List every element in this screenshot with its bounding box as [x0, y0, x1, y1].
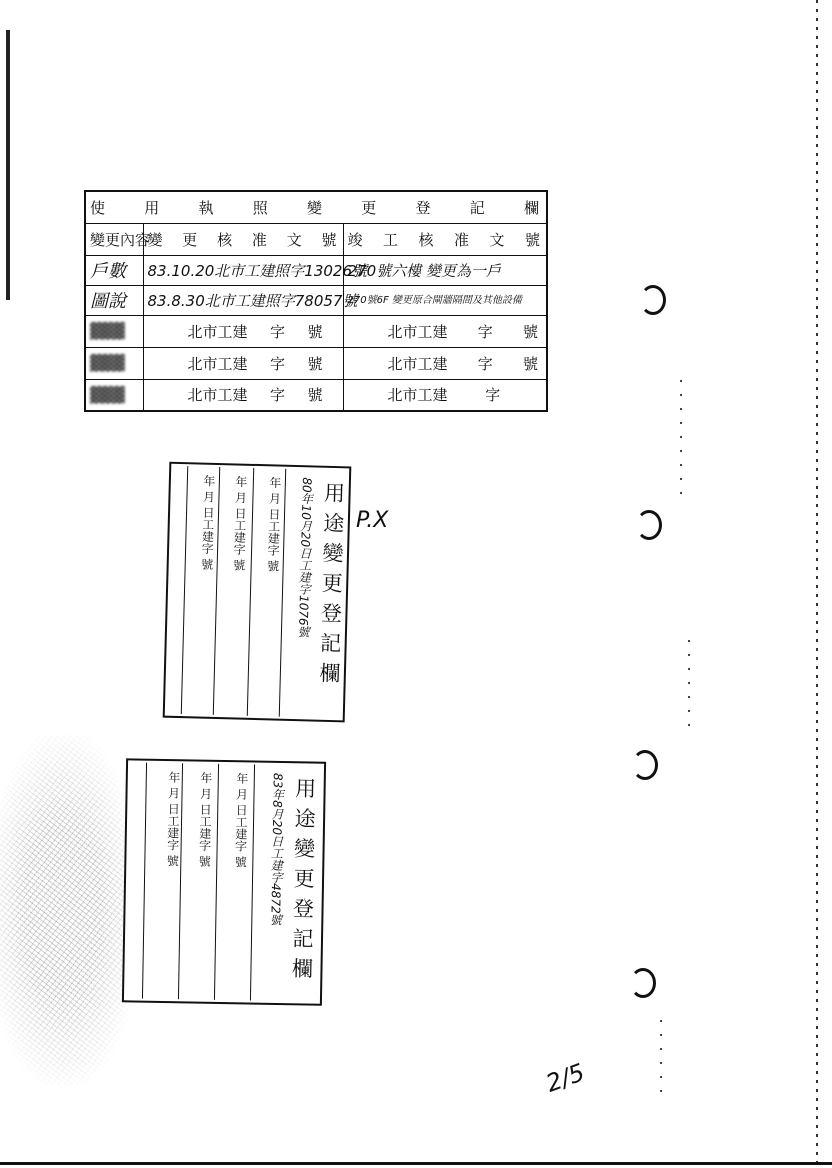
scan-edge-bottom [0, 1162, 832, 1165]
table-row [85, 379, 547, 411]
completion-entry: 270號六樓 變更為一戶 [343, 255, 547, 285]
usage-change-stamp-2 [122, 758, 322, 1005]
corner-handwritten-note: 2/5 [542, 1058, 589, 1098]
binding-hole [640, 285, 666, 315]
completion-entry: 270號6F 變更原合閘牆隔間及其他設備 [343, 285, 547, 315]
header-change-content: 變更內容 [85, 223, 143, 255]
row-label: 圖說 [85, 285, 143, 315]
approval-entry: 83.10.20北市工建照字13026號 [143, 255, 343, 285]
margin-handwritten-note: P.X [356, 508, 389, 533]
stamp-title: 用途變更登記欄 [316, 481, 346, 693]
scan-speckle [688, 640, 690, 730]
stamp-line: 年 月 日工建字 號 [181, 466, 218, 715]
approval-template: 北市工建 字 號 [143, 315, 343, 347]
binding-hole [636, 510, 662, 540]
table-row [85, 315, 547, 347]
stamp-line-handwritten: 83年8月20日工建字4872號 [250, 765, 287, 1002]
header-approval-no: 變更核准文號 [143, 223, 343, 255]
scan-speckle [660, 1020, 662, 1100]
header-completion-no: 竣工核准文號 [343, 223, 547, 255]
stamp-title: 用途變更登記欄 [289, 777, 317, 988]
stamp-line-handwritten: 80年10月20日工建字1076號 [279, 469, 316, 718]
binding-hole [630, 968, 656, 998]
stamp-line: 年 月 日工建字 號 [213, 467, 250, 716]
usage-change-stamp-1 [163, 462, 348, 723]
scan-edge-left [6, 30, 10, 300]
row-label-blurred: ▓▓▓ [85, 347, 143, 379]
completion-template: 北市工建 字 號 [343, 315, 547, 347]
scan-noise [0, 735, 140, 1085]
completion-template: 北市工建 字 號 [343, 347, 547, 379]
usage-license-change-table [84, 190, 548, 412]
table-row [85, 285, 547, 315]
approval-template: 北市工建 字 號 [143, 379, 343, 411]
binding-hole [632, 750, 658, 780]
table-row [85, 347, 547, 379]
row-label: 戶數 [85, 255, 143, 285]
row-label-blurred: ▓▓▓ [85, 315, 143, 347]
scan-speckle [680, 380, 682, 500]
stamp-line: 年 月 日工建字 號 [247, 468, 284, 717]
scan-edge-right [816, 0, 818, 1168]
stamp-line: 年 月 日工建字 號 [178, 763, 215, 1000]
completion-template: 北市工建 字 [343, 379, 547, 411]
approval-template: 北市工建 字 號 [143, 347, 343, 379]
approval-entry: 83.8.30北市工建照字78057號 [143, 285, 343, 315]
row-label-blurred: ▓▓▓ [85, 379, 143, 411]
table-title: 使 用 執 照 變 更 登 記 欄 [85, 191, 547, 223]
stamp-line: 年 月 日工建字 號 [142, 763, 183, 1000]
stamp-line: 年 月 日工建字 號 [214, 764, 251, 1001]
table-row [85, 255, 547, 285]
